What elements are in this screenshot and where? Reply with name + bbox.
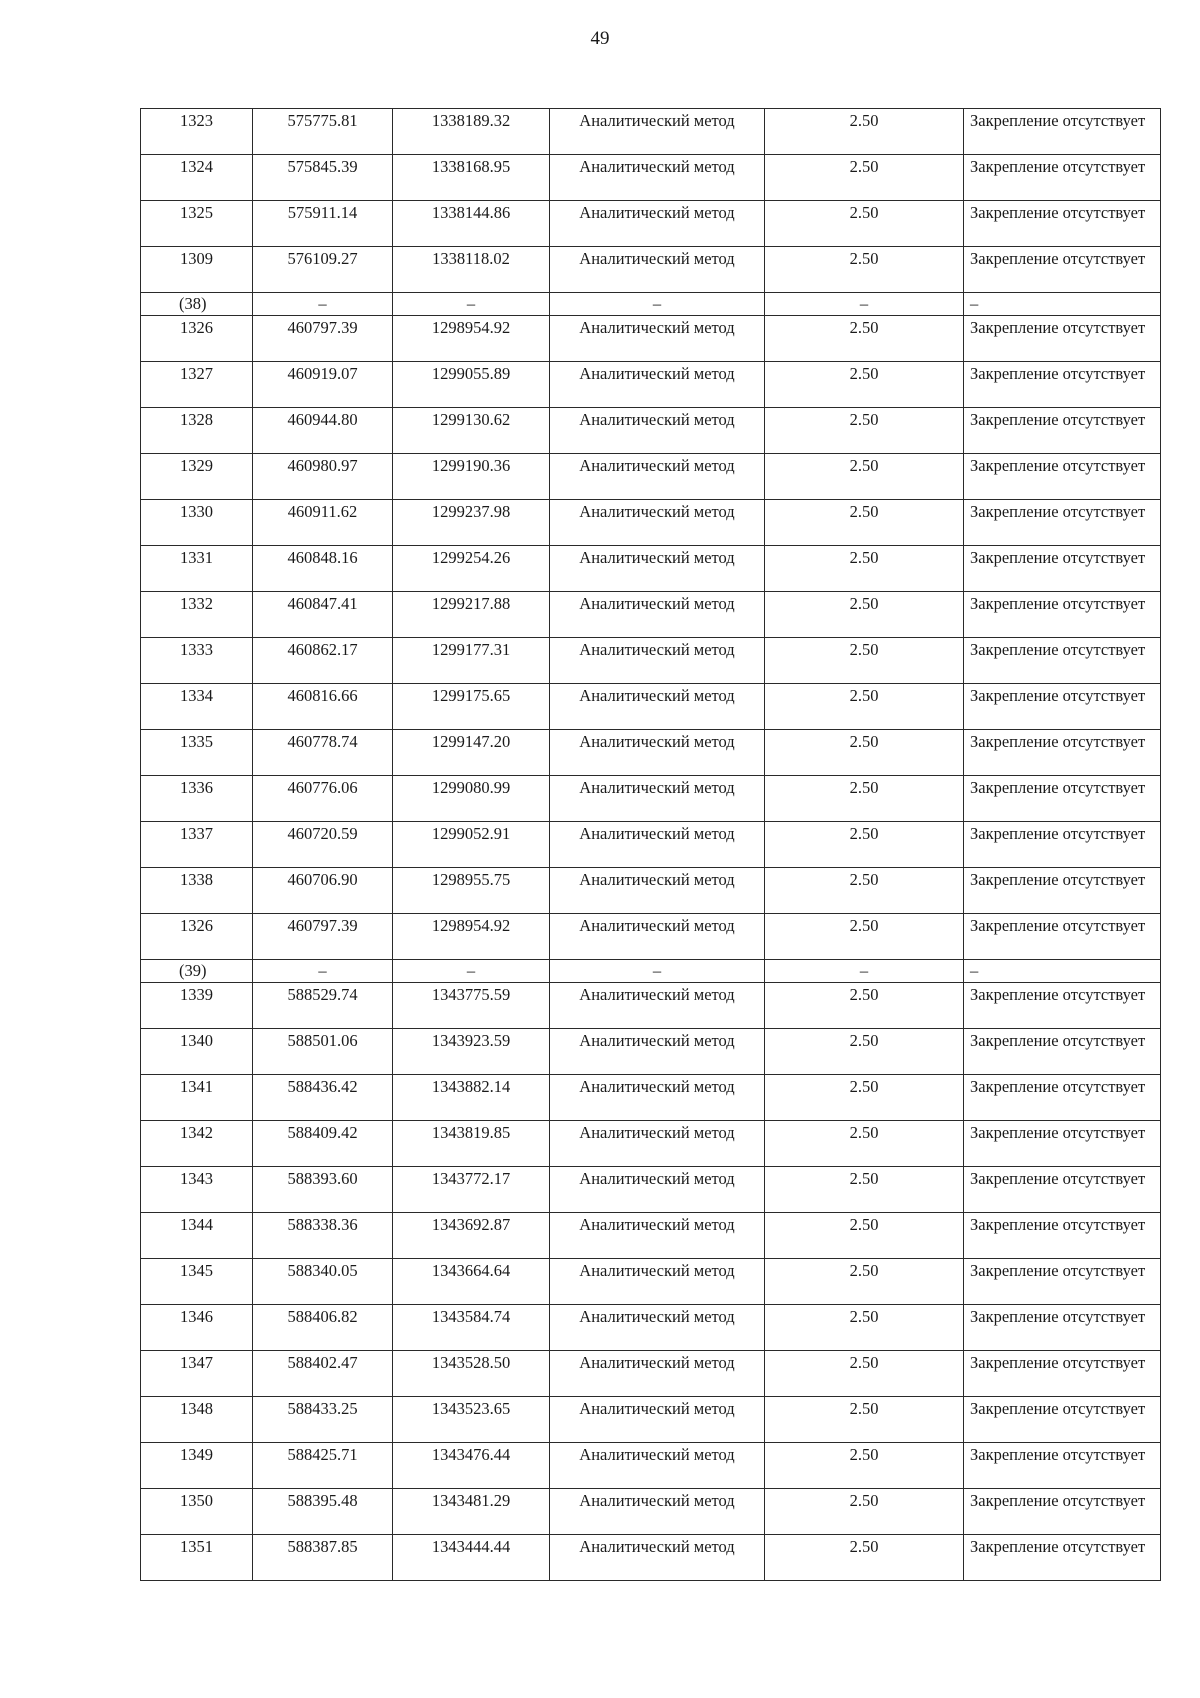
x-coordinate-cell: 588406.82 [253,1305,393,1351]
table-row [141,1443,1161,1489]
x-coordinate-cell: 576109.27 [253,247,393,293]
x-coordinate-cell: 588529.74 [253,983,393,1029]
point-number-cell: 1344 [141,1213,253,1259]
fixation-cell: Закрепление отсутствует [964,201,1161,247]
x-coordinate-cell: 460720.59 [253,822,393,868]
point-number-cell: 1335 [141,730,253,776]
point-number-cell: 1348 [141,1397,253,1443]
point-number-cell: 1340 [141,1029,253,1075]
method-cell: Аналитический метод [550,1213,765,1259]
fixation-cell: Закрепление отсутствует [964,1167,1161,1213]
point-number-cell: 1309 [141,247,253,293]
method-cell: Аналитический метод [550,500,765,546]
y-coordinate-cell: 1299055.89 [393,362,550,408]
fixation-cell: Закрепление отсутствует [964,868,1161,914]
y-coordinate-cell: 1343528.50 [393,1351,550,1397]
y-coordinate-cell: 1338189.32 [393,109,550,155]
coordinates-table [140,108,1161,1581]
section-label: (39) [141,960,253,983]
fixation-cell: Закрепление отсутствует [964,316,1161,362]
fixation-cell: Закрепление отсутствует [964,1443,1161,1489]
dash-cell: – [550,293,765,316]
y-coordinate-cell: 1298955.75 [393,868,550,914]
fixation-cell: Закрепление отсутствует [964,776,1161,822]
method-cell: Аналитический метод [550,822,765,868]
x-coordinate-cell: 460911.62 [253,500,393,546]
section-separator-row [141,293,1161,316]
method-cell: Аналитический метод [550,201,765,247]
method-cell: Аналитический метод [550,868,765,914]
table-row [141,868,1161,914]
x-coordinate-cell: 588409.42 [253,1121,393,1167]
table-row [141,1121,1161,1167]
method-cell: Аналитический метод [550,914,765,960]
table-row [141,155,1161,201]
fixation-cell: Закрепление отсутствует [964,1121,1161,1167]
y-coordinate-cell: 1338168.95 [393,155,550,201]
error-cell: 2.50 [765,454,964,500]
point-number-cell: 1351 [141,1535,253,1581]
error-cell: 2.50 [765,155,964,201]
page-number: 49 [590,28,610,49]
x-coordinate-cell: 460706.90 [253,868,393,914]
x-coordinate-cell: 575911.14 [253,201,393,247]
y-coordinate-cell: 1299175.65 [393,684,550,730]
y-coordinate-cell: 1298954.92 [393,316,550,362]
y-coordinate-cell: 1299130.62 [393,408,550,454]
dash-cell: – [964,293,1161,316]
coordinates-table-body [141,109,1161,1581]
error-cell: 2.50 [765,1029,964,1075]
fixation-cell: Закрепление отсутствует [964,1213,1161,1259]
y-coordinate-cell: 1343692.87 [393,1213,550,1259]
y-coordinate-cell: 1343444.44 [393,1535,550,1581]
table-row [141,1489,1161,1535]
table-row [141,1305,1161,1351]
fixation-cell: Закрепление отсутствует [964,983,1161,1029]
fixation-cell: Закрепление отсутствует [964,454,1161,500]
point-number-cell: 1342 [141,1121,253,1167]
point-number-cell: 1324 [141,155,253,201]
x-coordinate-cell: 588433.25 [253,1397,393,1443]
y-coordinate-cell: 1299190.36 [393,454,550,500]
y-coordinate-cell: 1299052.91 [393,822,550,868]
error-cell: 2.50 [765,868,964,914]
method-cell: Аналитический метод [550,155,765,201]
table-row [141,201,1161,247]
table-row [141,408,1161,454]
error-cell: 2.50 [765,1443,964,1489]
x-coordinate-cell: 460797.39 [253,914,393,960]
fixation-cell: Закрепление отсутствует [964,684,1161,730]
table-row [141,1397,1161,1443]
y-coordinate-cell: 1299177.31 [393,638,550,684]
point-number-cell: 1350 [141,1489,253,1535]
x-coordinate-cell: 460816.66 [253,684,393,730]
x-coordinate-cell: 588402.47 [253,1351,393,1397]
y-coordinate-cell: 1299147.20 [393,730,550,776]
method-cell: Аналитический метод [550,1535,765,1581]
y-coordinate-cell: 1343476.44 [393,1443,550,1489]
dash-cell: – [253,960,393,983]
method-cell: Аналитический метод [550,454,765,500]
method-cell: Аналитический метод [550,776,765,822]
method-cell: Аналитический метод [550,1443,765,1489]
fixation-cell: Закрепление отсутствует [964,109,1161,155]
method-cell: Аналитический метод [550,109,765,155]
fixation-cell: Закрепление отсутствует [964,1029,1161,1075]
point-number-cell: 1337 [141,822,253,868]
fixation-cell: Закрепление отсутствует [964,155,1161,201]
method-cell: Аналитический метод [550,684,765,730]
x-coordinate-cell: 460778.74 [253,730,393,776]
error-cell: 2.50 [765,684,964,730]
table-row [141,362,1161,408]
x-coordinate-cell: 460776.06 [253,776,393,822]
error-cell: 2.50 [765,201,964,247]
error-cell: 2.50 [765,983,964,1029]
table-row [141,1075,1161,1121]
y-coordinate-cell: 1343772.17 [393,1167,550,1213]
fixation-cell: Закрепление отсутствует [964,362,1161,408]
section-label: (38) [141,293,253,316]
error-cell: 2.50 [765,362,964,408]
method-cell: Аналитический метод [550,638,765,684]
y-coordinate-cell: 1343584.74 [393,1305,550,1351]
dash-cell: – [550,960,765,983]
fixation-cell: Закрепление отсутствует [964,1259,1161,1305]
error-cell: 2.50 [765,109,964,155]
fixation-cell: Закрепление отсутствует [964,1397,1161,1443]
fixation-cell: Закрепление отсутствует [964,914,1161,960]
point-number-cell: 1343 [141,1167,253,1213]
dash-cell: – [393,293,550,316]
method-cell: Аналитический метод [550,316,765,362]
error-cell: 2.50 [765,1351,964,1397]
method-cell: Аналитический метод [550,1397,765,1443]
fixation-cell: Закрепление отсутствует [964,1489,1161,1535]
x-coordinate-cell: 588501.06 [253,1029,393,1075]
point-number-cell: 1332 [141,592,253,638]
fixation-cell: Закрепление отсутствует [964,247,1161,293]
error-cell: 2.50 [765,1397,964,1443]
x-coordinate-cell: 588425.71 [253,1443,393,1489]
method-cell: Аналитический метод [550,247,765,293]
y-coordinate-cell: 1299254.26 [393,546,550,592]
method-cell: Аналитический метод [550,1489,765,1535]
error-cell: 2.50 [765,592,964,638]
x-coordinate-cell: 588340.05 [253,1259,393,1305]
y-coordinate-cell: 1299217.88 [393,592,550,638]
table-row [141,822,1161,868]
table-row [141,454,1161,500]
error-cell: 2.50 [765,914,964,960]
method-cell: Аналитический метод [550,1259,765,1305]
table-row [141,730,1161,776]
table-row [141,109,1161,155]
error-cell: 2.50 [765,776,964,822]
table-row [141,638,1161,684]
error-cell: 2.50 [765,500,964,546]
x-coordinate-cell: 460848.16 [253,546,393,592]
y-coordinate-cell: 1299080.99 [393,776,550,822]
section-separator-row [141,960,1161,983]
method-cell: Аналитический метод [550,1075,765,1121]
dash-cell: – [393,960,550,983]
y-coordinate-cell: 1299237.98 [393,500,550,546]
point-number-cell: 1333 [141,638,253,684]
table-row [141,316,1161,362]
dash-cell: – [765,960,964,983]
error-cell: 2.50 [765,247,964,293]
dash-cell: – [964,960,1161,983]
fixation-cell: Закрепление отсутствует [964,408,1161,454]
table-row [141,914,1161,960]
table-row [141,684,1161,730]
fixation-cell: Закрепление отсутствует [964,1535,1161,1581]
fixation-cell: Закрепление отсутствует [964,822,1161,868]
point-number-cell: 1329 [141,454,253,500]
error-cell: 2.50 [765,638,964,684]
method-cell: Аналитический метод [550,1305,765,1351]
error-cell: 2.50 [765,1075,964,1121]
error-cell: 2.50 [765,546,964,592]
point-number-cell: 1345 [141,1259,253,1305]
y-coordinate-cell: 1343523.65 [393,1397,550,1443]
fixation-cell: Закрепление отсутствует [964,500,1161,546]
error-cell: 2.50 [765,1213,964,1259]
point-number-cell: 1346 [141,1305,253,1351]
table-row [141,247,1161,293]
table-row [141,592,1161,638]
table-row [141,1535,1161,1581]
x-coordinate-cell: 588436.42 [253,1075,393,1121]
error-cell: 2.50 [765,1535,964,1581]
y-coordinate-cell: 1343664.64 [393,1259,550,1305]
method-cell: Аналитический метод [550,362,765,408]
y-coordinate-cell: 1343819.85 [393,1121,550,1167]
y-coordinate-cell: 1338118.02 [393,247,550,293]
x-coordinate-cell: 460980.97 [253,454,393,500]
x-coordinate-cell: 575845.39 [253,155,393,201]
fixation-cell: Закрепление отсутствует [964,592,1161,638]
method-cell: Аналитический метод [550,1351,765,1397]
error-cell: 2.50 [765,730,964,776]
method-cell: Аналитический метод [550,983,765,1029]
point-number-cell: 1331 [141,546,253,592]
x-coordinate-cell: 460862.17 [253,638,393,684]
method-cell: Аналитический метод [550,730,765,776]
dash-cell: – [253,293,393,316]
error-cell: 2.50 [765,408,964,454]
y-coordinate-cell: 1338144.86 [393,201,550,247]
fixation-cell: Закрепление отсутствует [964,1351,1161,1397]
fixation-cell: Закрепление отсутствует [964,546,1161,592]
y-coordinate-cell: 1298954.92 [393,914,550,960]
error-cell: 2.50 [765,316,964,362]
point-number-cell: 1347 [141,1351,253,1397]
x-coordinate-cell: 460919.07 [253,362,393,408]
point-number-cell: 1341 [141,1075,253,1121]
x-coordinate-cell: 588338.36 [253,1213,393,1259]
fixation-cell: Закрепление отсутствует [964,1075,1161,1121]
point-number-cell: 1328 [141,408,253,454]
method-cell: Аналитический метод [550,1029,765,1075]
x-coordinate-cell: 460847.41 [253,592,393,638]
table-row [141,776,1161,822]
point-number-cell: 1327 [141,362,253,408]
point-number-cell: 1349 [141,1443,253,1489]
table-row [141,1029,1161,1075]
x-coordinate-cell: 588395.48 [253,1489,393,1535]
x-coordinate-cell: 588387.85 [253,1535,393,1581]
error-cell: 2.50 [765,1305,964,1351]
point-number-cell: 1336 [141,776,253,822]
y-coordinate-cell: 1343882.14 [393,1075,550,1121]
y-coordinate-cell: 1343775.59 [393,983,550,1029]
point-number-cell: 1330 [141,500,253,546]
fixation-cell: Закрепление отсутствует [964,1305,1161,1351]
error-cell: 2.50 [765,1121,964,1167]
table-row [141,500,1161,546]
fixation-cell: Закрепление отсутствует [964,638,1161,684]
x-coordinate-cell: 588393.60 [253,1167,393,1213]
table-row [141,1213,1161,1259]
table-row [141,983,1161,1029]
y-coordinate-cell: 1343481.29 [393,1489,550,1535]
x-coordinate-cell: 460944.80 [253,408,393,454]
x-coordinate-cell: 460797.39 [253,316,393,362]
table-row [141,546,1161,592]
error-cell: 2.50 [765,1489,964,1535]
method-cell: Аналитический метод [550,592,765,638]
error-cell: 2.50 [765,822,964,868]
point-number-cell: 1325 [141,201,253,247]
point-number-cell: 1326 [141,914,253,960]
method-cell: Аналитический метод [550,1167,765,1213]
table-row [141,1167,1161,1213]
method-cell: Аналитический метод [550,546,765,592]
x-coordinate-cell: 575775.81 [253,109,393,155]
point-number-cell: 1326 [141,316,253,362]
dash-cell: – [765,293,964,316]
method-cell: Аналитический метод [550,408,765,454]
point-number-cell: 1334 [141,684,253,730]
fixation-cell: Закрепление отсутствует [964,730,1161,776]
table-row [141,1351,1161,1397]
table-row [141,1259,1161,1305]
error-cell: 2.50 [765,1167,964,1213]
method-cell: Аналитический метод [550,1121,765,1167]
point-number-cell: 1323 [141,109,253,155]
point-number-cell: 1339 [141,983,253,1029]
error-cell: 2.50 [765,1259,964,1305]
y-coordinate-cell: 1343923.59 [393,1029,550,1075]
point-number-cell: 1338 [141,868,253,914]
